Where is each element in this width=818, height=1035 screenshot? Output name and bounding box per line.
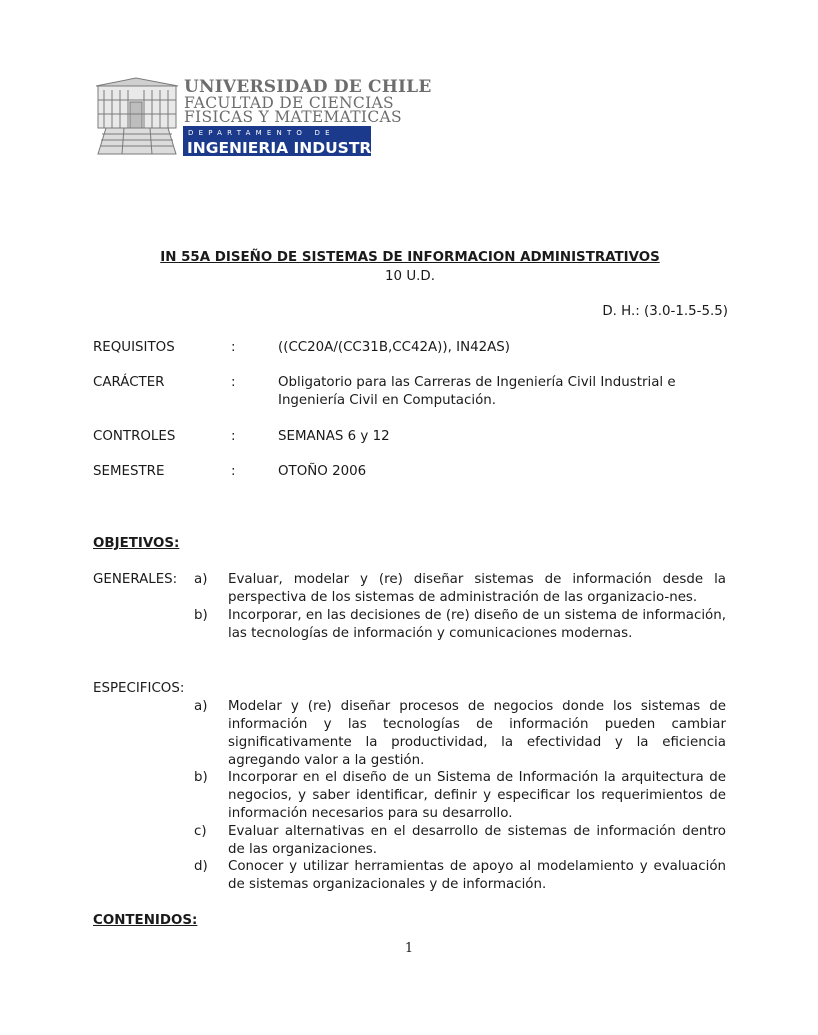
logo-line-3: FISICAS Y MATEMATICAS bbox=[184, 108, 402, 126]
generales-letter-b: b) bbox=[194, 608, 208, 623]
especificos-label: ESPECIFICOS: bbox=[93, 681, 185, 696]
objetivos-heading: OBJETIVOS: bbox=[93, 536, 180, 551]
field-label-controles: CONTROLES bbox=[93, 429, 176, 444]
field-value-caracter: Obligatorio para las Carreras de Ingeniería Civil Industrial e Ingeniería Civil en Computación. bbox=[278, 375, 676, 408]
field-value-controles: SEMANAS 6 y 12 bbox=[278, 429, 390, 444]
logo-line-2: FACULTAD DE CIENCIAS bbox=[184, 94, 394, 112]
field-colon: : bbox=[231, 375, 236, 390]
especificos-letter-b: b) bbox=[194, 770, 208, 785]
contenidos-heading: CONTENIDOS: bbox=[93, 913, 198, 928]
generales-item-b: Incorporar, en las decisiones de (re) diseño de un sistema de información, las tecnologías de información y comunicaciones modernas. bbox=[228, 608, 726, 641]
field-label-semestre: SEMESTRE bbox=[93, 464, 165, 479]
especificos-item-d: Conocer y utilizar herramientas de apoyo al modelamiento y evaluación de sistemas organizacionales y de información. bbox=[228, 859, 726, 892]
course-hours: D. H.: (3.0-1.5-5.5) bbox=[602, 304, 728, 319]
especificos-letter-a: a) bbox=[194, 699, 208, 714]
especificos-item-c: Evaluar alternativas en el desarrollo de sistemas de información dentro de las organizaciones. bbox=[228, 824, 726, 857]
generales-item-a: Evaluar, modelar y (re) diseñar sistemas de información desde la perspectiva de los sistemas de administración de las organizacio-nes. bbox=[228, 572, 726, 605]
page-number: 1 bbox=[404, 941, 414, 956]
especificos-item-a: Modelar y (re) diseñar procesos de negocios donde los sistemas de información y las tecnologías de información pueden cambiar significativamente la productividad, la efectividad y la eficiencia agregando valor a la gestión. bbox=[228, 699, 726, 768]
building-icon bbox=[96, 78, 178, 154]
especificos-letter-d: d) bbox=[194, 859, 208, 874]
logo-line-1: UNIVERSIDAD DE CHILE bbox=[184, 77, 432, 97]
field-label-requisitos: REQUISITOS bbox=[93, 340, 175, 355]
field-value-semestre: OTOÑO 2006 bbox=[278, 464, 367, 479]
field-colon: : bbox=[231, 429, 236, 444]
field-label-caracter: CARÁCTER bbox=[93, 375, 165, 390]
field-colon: : bbox=[231, 340, 236, 355]
field-value-requisitos: ((CC20A/(CC31B,CC42A)), IN42AS) bbox=[278, 340, 511, 355]
logo-band-small: DEPARTAMENTO DE bbox=[188, 129, 335, 137]
course-title: IN 55A DISEÑO DE SISTEMAS DE INFORMACION ADMINISTRATIVOS bbox=[160, 250, 660, 265]
generales-label: GENERALES: bbox=[93, 572, 178, 587]
especificos-letter-c: c) bbox=[194, 824, 207, 839]
university-logo bbox=[96, 76, 432, 158]
course-units: 10 U.D. bbox=[385, 269, 435, 284]
field-colon: : bbox=[231, 464, 236, 479]
logo-band-large: INGENIERIA INDUSTRIAL bbox=[187, 139, 399, 157]
generales-letter-a: a) bbox=[194, 572, 208, 587]
especificos-item-b: Incorporar en el diseño de un Sistema de Información la arquitectura de negocios, y saber identificar, definir y especificar los requerimientos de información necesarios para su desarrollo. bbox=[228, 770, 726, 821]
